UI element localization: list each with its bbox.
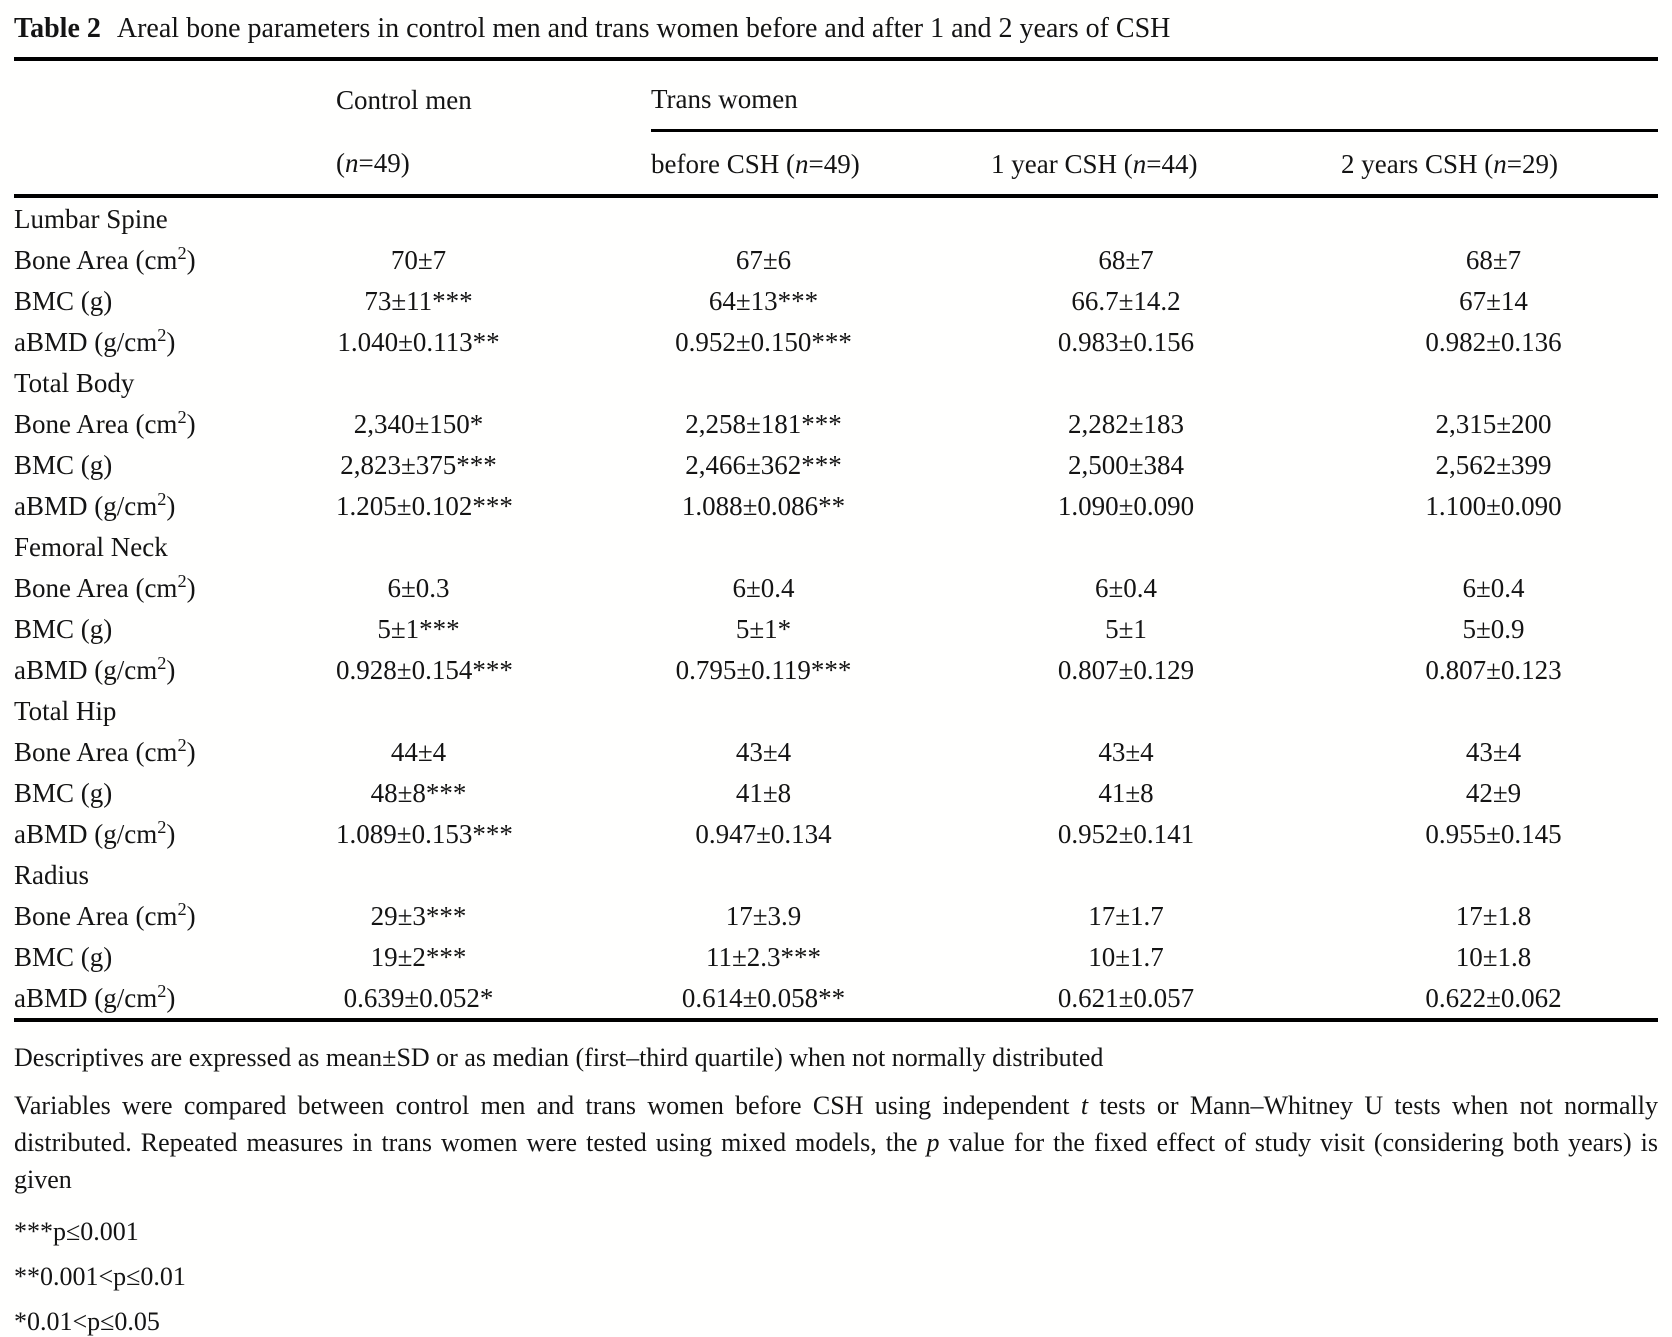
col-header-before-csh: before CSH (n=49): [651, 131, 991, 197]
section-row: [14, 362, 1658, 403]
value-cell: 2,282±183: [1067, 408, 1185, 439]
value-cell: 41±8: [1098, 777, 1154, 808]
data-row: [14, 280, 1658, 321]
value-cell: 10±1.7: [1088, 941, 1164, 972]
table-number: Table 2: [14, 13, 101, 44]
value-cell: 0.622±0.062: [1425, 982, 1562, 1013]
footnote-descriptives: Descriptives are expressed as mean±SD or as median (first–third quartile) when not normally distributed: [14, 1043, 1104, 1072]
data-row: [14, 567, 1658, 608]
superscript: 2: [157, 324, 167, 345]
value-cell: 2,500±384: [1067, 449, 1185, 480]
row-label: BMC (g): [14, 941, 113, 972]
section-row: [14, 690, 1658, 731]
value-cell: 73±11***: [364, 285, 473, 316]
superscript: 2: [157, 488, 167, 509]
footnote-sig-01: **0.001<p≤0.01: [14, 1262, 186, 1291]
footnotes: [14, 1039, 1658, 1337]
row-label: BMC (g): [14, 449, 113, 480]
value-cell: 43±4: [1098, 736, 1154, 767]
italic-text: t: [1080, 1091, 1089, 1120]
table-caption-text: Areal bone parameters in control men and trans women before and after 1 and 2 years of CSH: [116, 13, 1171, 44]
data-row: [14, 895, 1658, 936]
section-title: Radius: [14, 859, 90, 890]
value-cell: 1.088±0.086**: [681, 490, 846, 521]
row-label: aBMD $(g/cm^2)$: [14, 652, 176, 685]
row-label: BMC (g): [14, 285, 113, 316]
text-segment: value for the fixed effect of study visit (considering both years) is given: [14, 1128, 1659, 1194]
value-cell: 0.614±0.058**: [681, 982, 846, 1013]
footnote-sig-001: ***p≤0.001: [14, 1217, 139, 1246]
value-cell: 2,562±399: [1435, 449, 1552, 480]
value-cell: 0.952±0.141: [1057, 818, 1195, 849]
value-cell: 42±9: [1465, 777, 1522, 808]
row-label: Bone Area $(cm^2)$: [14, 898, 196, 931]
value-cell: 2,315±200: [1435, 408, 1552, 439]
superscript: 2: [177, 898, 187, 919]
col-group-control-men: Control men: [336, 84, 472, 115]
superscript: 2: [177, 734, 187, 755]
value-cell: 6±0.4: [1094, 572, 1158, 603]
value-cell: 0.982±0.136: [1425, 326, 1562, 357]
value-cell: 0.952±0.150***: [675, 326, 852, 357]
empty-header-cell: [14, 131, 336, 197]
row-label: Bone Area $(cm^2)$: [14, 734, 196, 767]
value-cell: 5±1***: [377, 613, 460, 644]
value-cell: 0.795±0.119***: [675, 654, 852, 685]
table-head: [14, 59, 1658, 196]
value-cell: 68±7: [1098, 244, 1154, 275]
value-cell: 11±2.3***: [705, 941, 822, 972]
value-cell: 43±4: [1465, 736, 1522, 767]
value-cell: 0.807±0.129: [1057, 654, 1195, 685]
row-label: aBMD $(g/cm^2)$: [14, 488, 176, 521]
value-cell: 68±7: [1465, 244, 1522, 275]
value-cell: 17±3.9: [725, 900, 802, 931]
row-label: BMC (g): [14, 613, 113, 644]
col-header-2-years-csh: 2 years CSH (n=29): [1341, 131, 1658, 197]
value-cell: 0.639±0.052*: [343, 982, 494, 1013]
value-cell: 1.089±0.153***: [336, 818, 513, 849]
value-cell: 2,340±150*: [353, 408, 484, 439]
value-cell: 0.928±0.154***: [336, 654, 513, 685]
section-row: [14, 526, 1658, 567]
section-title: Total Hip: [14, 695, 117, 726]
value-cell: 43±4: [735, 736, 792, 767]
value-cell: 0.955±0.145: [1425, 818, 1562, 849]
value-cell: 0.621±0.057: [1057, 982, 1195, 1013]
data-row: [14, 485, 1658, 526]
text-segment: tests or Mann–Whitney U tests when not normally distributed. Repeated measures in trans women were tested using mixed models, the: [14, 1091, 1658, 1157]
row-label: Bone Area $(cm^2)$: [14, 406, 196, 439]
data-row: [14, 649, 1658, 690]
value-cell: 70±7: [390, 244, 447, 275]
value-cell: 17±1.8: [1455, 900, 1532, 931]
bone-parameters-table: [14, 57, 1658, 1022]
section-title: Femoral Neck: [14, 531, 168, 562]
data-row: [14, 608, 1658, 649]
value-cell: 67±6: [735, 244, 792, 275]
value-cell: 1.090±0.090: [1057, 490, 1195, 521]
superscript: 2: [177, 570, 187, 591]
data-row: [14, 813, 1658, 854]
superscript: 2: [157, 652, 167, 673]
value-cell: 64±13***: [708, 285, 819, 316]
value-cell: 2,258±181***: [685, 408, 842, 439]
data-row: [14, 936, 1658, 977]
value-cell: 41±8: [735, 777, 792, 808]
value-cell: 0.983±0.156: [1057, 326, 1195, 357]
section-title: Lumbar Spine: [14, 203, 168, 234]
value-cell: 17±1.7: [1088, 900, 1164, 931]
text-segment: Variables were compared between control men and trans women before CSH using independent: [14, 1091, 1081, 1120]
value-cell: 48±8***: [370, 777, 467, 808]
value-cell: 1.040±0.113**: [337, 326, 500, 357]
value-cell: 29±3***: [370, 900, 467, 931]
value-cell: 2,466±362***: [685, 449, 842, 480]
value-cell: 5±0.9: [1462, 613, 1525, 644]
empty-header-cell: [14, 59, 336, 131]
section-row: [14, 196, 1658, 239]
col-header-1-year-csh: 1 year CSH (n=44): [991, 131, 1341, 197]
superscript: 2: [177, 242, 187, 263]
table-body: [14, 196, 1658, 1020]
value-cell: 0.807±0.123: [1425, 654, 1562, 685]
superscript: 2: [177, 406, 187, 427]
row-label: aBMD $(g/cm^2)$: [14, 816, 176, 849]
value-cell: 2,823±375***: [340, 449, 497, 480]
value-cell: 66.7±14.2: [1071, 285, 1181, 316]
value-cell: 67±14: [1459, 285, 1528, 316]
value-cell: 1.100±0.090: [1425, 490, 1562, 521]
data-row: [14, 321, 1658, 362]
value-cell: 19±2***: [370, 941, 467, 972]
row-label: Bone Area $(cm^2)$: [14, 242, 196, 275]
value-cell: 5±1*: [735, 613, 792, 644]
section-title: Total Body: [14, 367, 135, 398]
row-label: Bone Area $(cm^2)$: [14, 570, 196, 603]
footnote-methods: [14, 1087, 1658, 1198]
superscript: 2: [157, 816, 167, 837]
superscript: 2: [157, 980, 167, 1001]
value-cell: 6±0.4: [1462, 572, 1525, 603]
value-cell: 1.205±0.102***: [336, 490, 513, 521]
data-row: [14, 403, 1658, 444]
data-row: [14, 444, 1658, 485]
table-caption: [14, 12, 1658, 46]
subheader-row: [14, 131, 1658, 197]
value-cell: 10±1.8: [1455, 941, 1532, 972]
value-cell: 5±1: [1105, 613, 1147, 644]
value-cell: 0.947±0.134: [695, 818, 832, 849]
row-label: aBMD $(g/cm^2)$: [14, 980, 176, 1013]
group-header-row: [14, 59, 1658, 131]
data-row: [14, 239, 1658, 280]
value-cell: 44±4: [390, 736, 447, 767]
col-header-control-n: (n=49): [336, 131, 651, 197]
row-label: aBMD $(g/cm^2)$: [14, 324, 176, 357]
italic-text: p: [926, 1128, 940, 1157]
footnote-sig-05: *0.01<p≤0.05: [14, 1307, 160, 1336]
data-row: [14, 977, 1658, 1020]
row-label: BMC (g): [14, 777, 113, 808]
data-row: [14, 772, 1658, 813]
value-cell: 6±0.4: [732, 572, 795, 603]
section-row: [14, 854, 1658, 895]
col-group-trans-women: Trans women: [651, 59, 1658, 131]
value-cell: 6±0.3: [387, 572, 450, 603]
data-row: [14, 731, 1658, 772]
